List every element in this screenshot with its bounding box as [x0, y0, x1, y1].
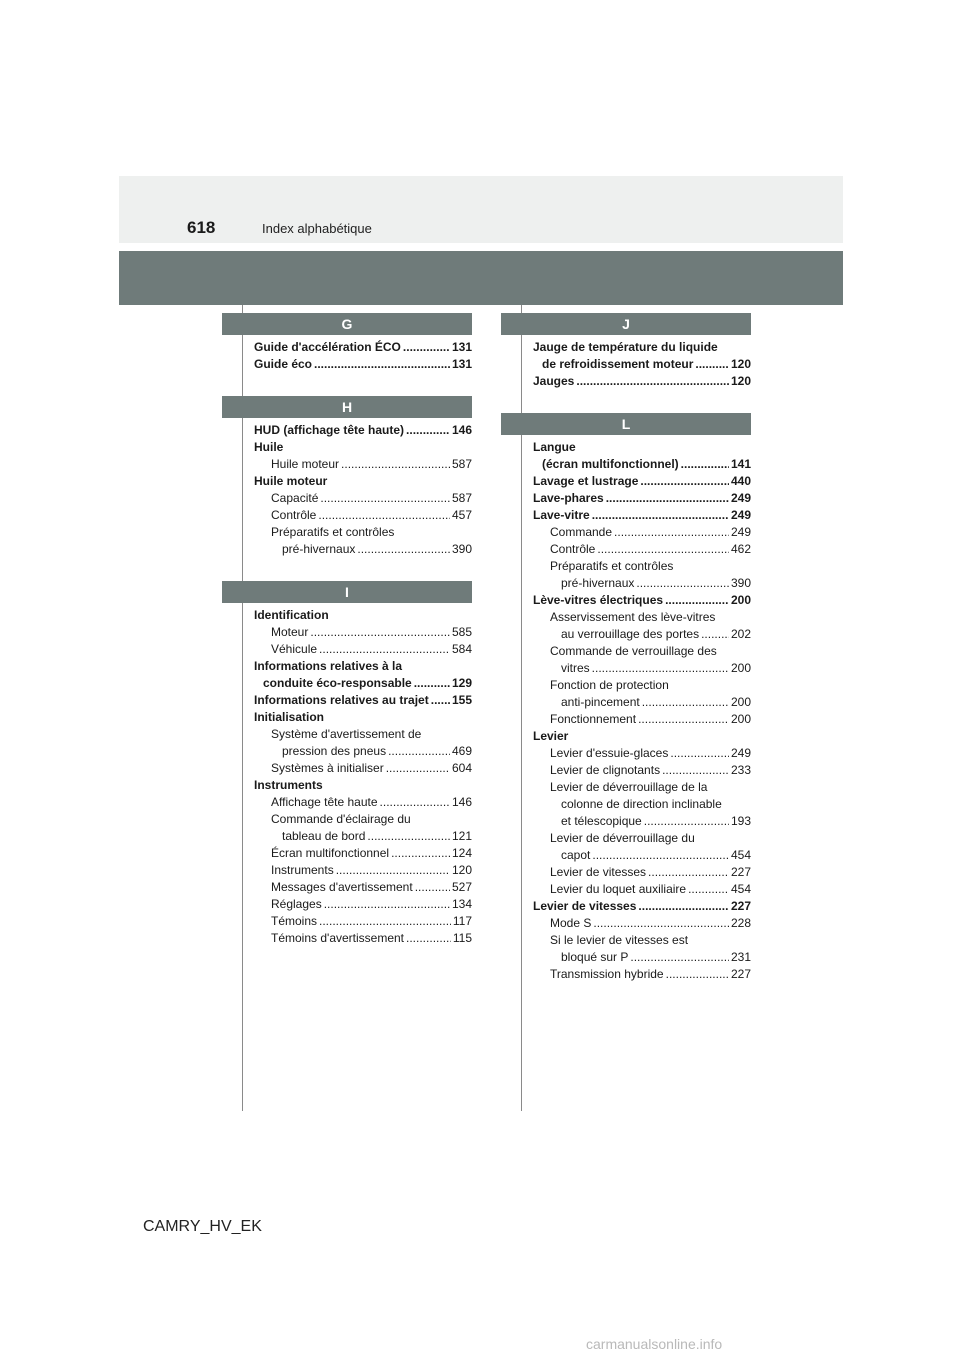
page-number: 618	[187, 218, 216, 237]
index-subentry: Levier de vitesses ..... 227	[522, 864, 751, 881]
index-subentry: Commande d'éclairage du	[271, 812, 411, 826]
index-subentry: Contrôle ..... 462	[522, 541, 751, 558]
index-subentry: vitres ..... 200	[522, 660, 751, 677]
watermark: carmanualsonline.info	[586, 1336, 723, 1352]
index-entry: Informations relatives à la	[254, 659, 403, 673]
index-entry: Guide éco ..... 131	[243, 356, 472, 373]
index-entry: Informations relatives au trajet ..... 155	[243, 692, 472, 709]
index-subentry: Messages d'avertissement ..... 527	[243, 879, 472, 896]
index-subentry: et télescopique ..... 193	[522, 813, 751, 830]
index-subentry: Levier de déverrouillage du	[550, 831, 695, 845]
header-dark-band	[119, 251, 843, 305]
index-subentry: Instruments ..... 120	[243, 862, 472, 879]
index-subentry: Si le levier de vitesses est	[550, 933, 689, 947]
index-column-left	[242, 305, 473, 1111]
index-entry: conduite éco-responsable ..... 129	[243, 675, 472, 692]
index-subentry: Transmission hybride ..... 227	[522, 966, 751, 983]
index-subentry: Capacité ..... 587	[243, 490, 472, 507]
index-entry: HUD (affichage tête haute) ..... 146	[243, 422, 472, 439]
index-subentry: Témoins d'avertissement ..... 115	[243, 930, 472, 947]
index-subentry: Réglages ..... 134	[243, 896, 472, 913]
index-entry: (écran multifonctionnel) ..... 141	[522, 456, 751, 473]
index-subentry: pré-hivernaux ..... 390	[522, 575, 751, 592]
index-entry: Identification	[254, 608, 329, 622]
index-subentry: au verrouillage des portes ..... 202	[522, 626, 751, 643]
index-entry: Langue	[533, 440, 576, 454]
index-entry: Levier	[533, 729, 569, 743]
index-subentry: Préparatifs et contrôles	[550, 559, 674, 573]
index-subentry: bloqué sur P ..... 231	[522, 949, 751, 966]
index-subentry: Système d'avertissement de	[271, 727, 422, 741]
index-subentry: Contrôle ..... 457	[243, 507, 472, 524]
index-subentry: Levier de clignotants ..... 233	[522, 762, 751, 779]
index-entry: Huile moteur	[254, 474, 328, 488]
index-entry: Lave-phares ..... 249	[522, 490, 751, 507]
index-subentry: pré-hivernaux ..... 390	[243, 541, 472, 558]
index-entry: Initialisation	[254, 710, 325, 724]
index-subentry: Levier d'essuie-glaces ..... 249	[522, 745, 751, 762]
index-subentry: Moteur ..... 585	[243, 624, 472, 641]
index-entry: Lève-vitres électriques ..... 200	[522, 592, 751, 609]
index-subentry: Écran multifonctionnel ..... 124	[243, 845, 472, 862]
index-subentry: Levier de déverrouillage de la	[550, 780, 708, 794]
index-subentry: Fonctionnement ..... 200	[522, 711, 751, 728]
letter-heading-h: H	[222, 396, 472, 418]
model-code: CAMRY_HV_EK	[143, 1218, 262, 1235]
index-subentry: Huile moteur ..... 587	[243, 456, 472, 473]
index-entry: Jauge de température du liquide	[533, 340, 718, 354]
index-subentry: Commande de verrouillage des	[550, 644, 717, 658]
index-entry: de refroidissement moteur ..... 120	[522, 356, 751, 373]
index-subentry: Témoins ..... 117	[243, 913, 472, 930]
index-entry: Guide d'accélération ÉCO ..... 131	[243, 339, 472, 356]
index-entry: Levier de vitesses ..... 227	[522, 898, 751, 915]
index-subentry: Préparatifs et contrôles	[271, 525, 395, 539]
index-subentry: tableau de bord ..... 121	[243, 828, 472, 845]
index-entry: Lave-vitre ..... 249	[522, 507, 751, 524]
index-subentry: Véhicule ..... 584	[243, 641, 472, 658]
index-subentry: Mode S ..... 228	[522, 915, 751, 932]
index-subentry: Commande ..... 249	[522, 524, 751, 541]
index-subentry: Asservissement des lève-vitres	[550, 610, 716, 624]
index-subentry: Systèmes à initialiser ..... 604	[243, 760, 472, 777]
index-entry: Lavage et lustrage ..... 440	[522, 473, 751, 490]
header-band	[119, 176, 843, 243]
letter-heading-g: G	[222, 313, 472, 335]
index-entry: Huile	[254, 440, 284, 454]
index-entry: Instruments	[254, 778, 323, 792]
letter-heading-l: L	[501, 413, 751, 435]
index-subentry: anti-pincement ..... 200	[522, 694, 751, 711]
letter-heading-j: J	[501, 313, 751, 335]
index-subentry: capot ..... 454	[522, 847, 751, 864]
index-subentry: Fonction de protection	[550, 678, 669, 692]
index-column-right	[521, 305, 752, 1111]
index-subentry: Affichage tête haute ..... 146	[243, 794, 472, 811]
index-subentry: Levier du loquet auxiliaire ..... 454	[522, 881, 751, 898]
index-subentry: colonne de direction inclinable	[561, 797, 722, 811]
index-entry: Jauges ..... 120	[522, 373, 751, 390]
section-title: Index alphabétique	[262, 221, 372, 236]
index-subentry: pression des pneus ..... 469	[243, 743, 472, 760]
letter-heading-i: I	[222, 581, 472, 603]
